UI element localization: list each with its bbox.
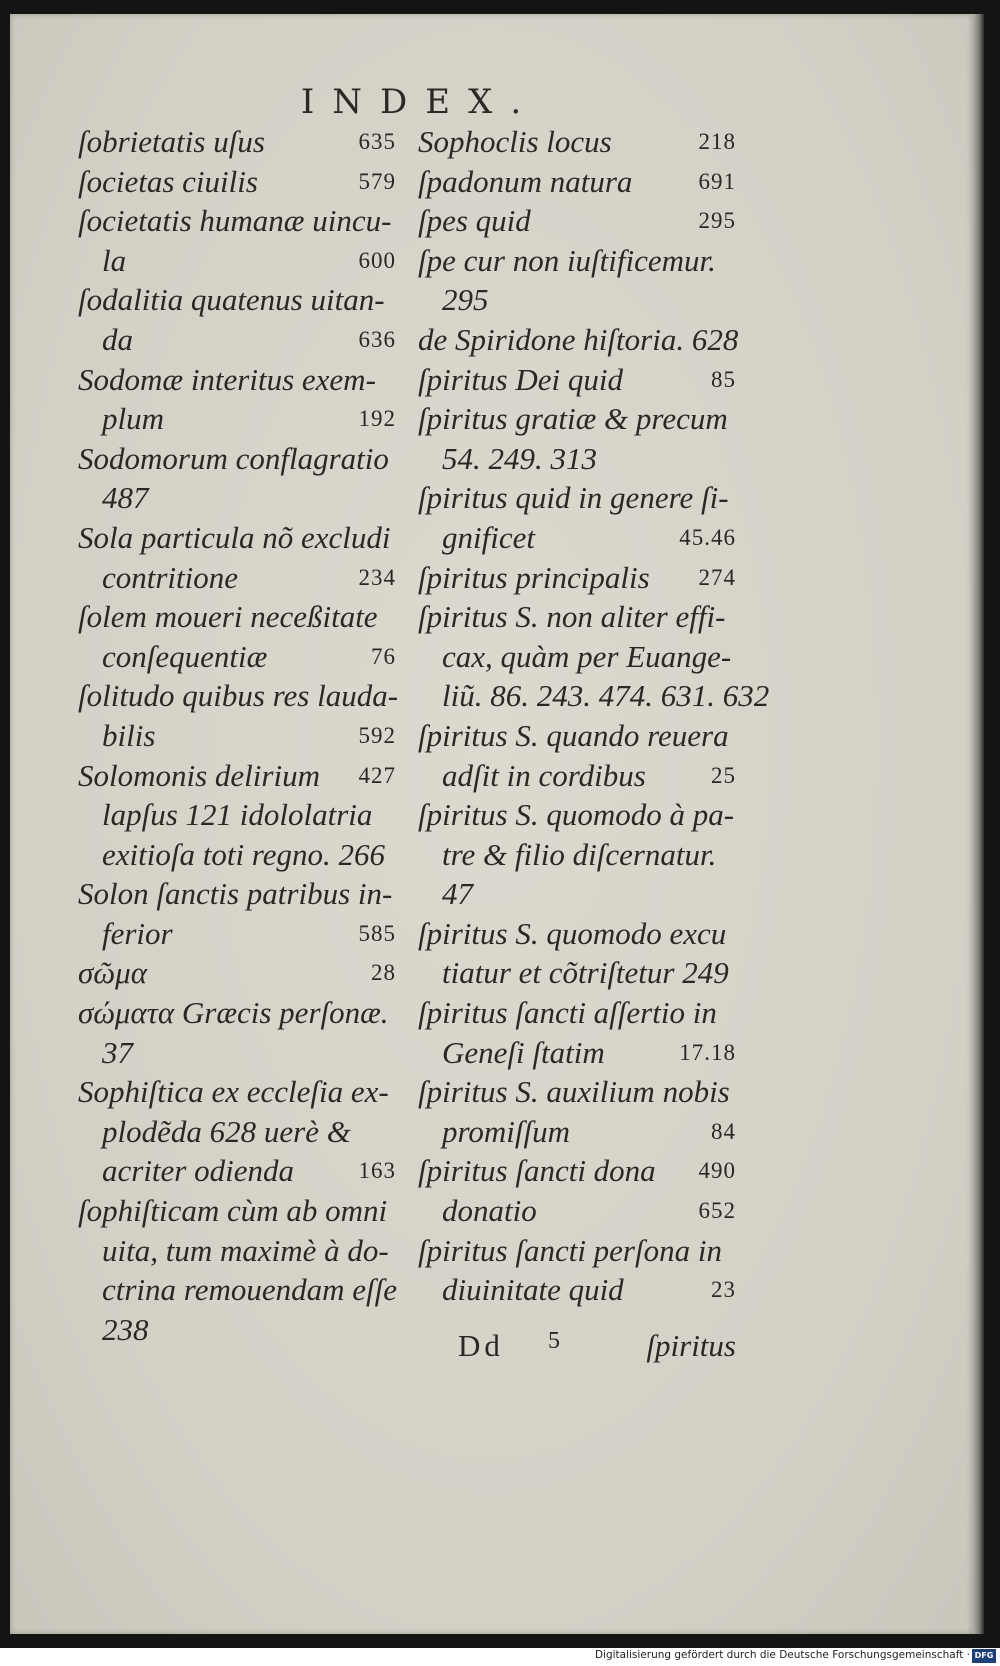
entry-page-number: 600 xyxy=(358,247,396,273)
entry-text: exitioſa toti regno. 266 xyxy=(102,836,385,872)
entry-text: conſequentiæ xyxy=(102,638,268,674)
entry-text: diuinitate quid xyxy=(442,1272,624,1308)
entry-page-number: 85 xyxy=(711,366,736,392)
index-entry-line xyxy=(78,637,396,677)
catchline xyxy=(458,1328,736,1368)
entry-text: ſpiritus S. quomodo à pa- xyxy=(418,797,735,833)
index-entry-line xyxy=(418,518,736,558)
index-entry-line xyxy=(78,518,396,558)
entry-page-number: 490 xyxy=(698,1158,736,1184)
entry-text: 37 xyxy=(102,1034,133,1070)
entry-text: ctrina remouendam eſſe xyxy=(102,1272,397,1308)
entry-page-number: 592 xyxy=(358,722,396,748)
index-entry-line xyxy=(418,835,736,875)
entry-text: Sophiſtica ex eccleſia ex- xyxy=(78,1074,389,1110)
entry-text: ſpes quid xyxy=(418,203,531,239)
index-entry-line xyxy=(78,241,396,281)
footer-bar xyxy=(0,1648,1000,1666)
entry-text: Geneſi ſtatim xyxy=(442,1034,605,1070)
entry-text: Sophoclis locus xyxy=(418,124,612,159)
index-entry-line xyxy=(78,1033,396,1073)
entry-text: gnificet xyxy=(442,519,535,555)
entry-text: donatio xyxy=(442,1193,537,1229)
index-entry-line xyxy=(78,1231,396,1271)
entry-text: plum xyxy=(102,401,164,437)
entry-text: uita, tum maximè à do- xyxy=(102,1232,389,1268)
entry-page-number: 585 xyxy=(358,920,396,946)
entry-page-number: 23 xyxy=(711,1277,736,1303)
index-entry-line xyxy=(78,1151,396,1191)
entry-text: Sodomorum conflagratio xyxy=(78,440,389,476)
entry-page-number: 691 xyxy=(698,168,736,194)
entry-page-number: 25 xyxy=(711,762,736,788)
index-entry-line xyxy=(418,756,736,796)
entry-text: plodẽda 628 uerè & xyxy=(102,1113,351,1149)
entry-text: ſobrietatis uſus xyxy=(78,124,265,159)
index-entry-line xyxy=(418,993,736,1033)
page-edge xyxy=(972,14,984,1634)
entry-text: tre & filio diſcernatur. xyxy=(442,836,717,872)
index-entry-line xyxy=(78,1270,396,1310)
entry-page-number: 218 xyxy=(698,129,736,154)
index-entry-line xyxy=(418,1112,736,1152)
entry-page-number: 274 xyxy=(698,564,736,590)
entry-page-number: 635 xyxy=(358,129,396,154)
entry-page-number: 76 xyxy=(371,643,396,669)
index-entry-line xyxy=(78,478,396,518)
index-entry-line xyxy=(418,1191,736,1231)
entry-text: ſolitudo quibus res lauda- xyxy=(78,678,399,714)
entry-page-number: 17.18 xyxy=(679,1039,736,1065)
index-entry-line xyxy=(78,953,396,993)
index-entry-line xyxy=(78,716,396,756)
index-entry-line xyxy=(418,360,736,400)
entry-text: Sodomæ interitus exem- xyxy=(78,361,376,397)
entry-text: 487 xyxy=(102,480,149,516)
index-entry-line xyxy=(418,1270,736,1310)
entry-text: ſpiritus quid in genere ſi- xyxy=(418,480,729,516)
index-entry-line xyxy=(418,1151,736,1191)
index-entry-line xyxy=(418,914,736,954)
entry-text: 54. 249. 313 xyxy=(442,440,597,476)
index-entry-line xyxy=(418,478,736,518)
index-entry-line xyxy=(418,637,736,677)
index-entry-line xyxy=(418,874,736,914)
signature-mark: Dd xyxy=(458,1328,504,1363)
entry-text: ſolem moueri neceßitate xyxy=(78,599,378,635)
index-entry-line xyxy=(418,201,736,241)
index-entry-line xyxy=(418,320,739,360)
entry-text: Sola particula nõ excludi xyxy=(78,519,391,555)
index-entry-line xyxy=(418,122,736,162)
index-entry-line xyxy=(418,280,736,320)
entry-text: 295 xyxy=(442,282,489,318)
entry-text: ſpiritus S. quomodo excu xyxy=(418,915,727,951)
index-entry-line xyxy=(78,676,399,716)
entry-text: ſodalitia quatenus uitan- xyxy=(78,282,385,318)
page-header: INDEX. xyxy=(300,82,540,122)
entry-text: lapſus 121 idololatria xyxy=(102,797,373,833)
index-entry-line xyxy=(78,835,396,875)
index-entry-line xyxy=(78,439,396,479)
index-entry-line xyxy=(418,1033,736,1073)
entry-page-number: 295 xyxy=(698,208,736,234)
index-entry-line xyxy=(78,162,396,202)
entry-text: 238 xyxy=(102,1311,149,1347)
entry-text: contritione xyxy=(102,559,239,595)
entry-text: ferior xyxy=(102,915,173,951)
entry-page-number: 579 xyxy=(358,168,396,194)
entry-text: 47 xyxy=(442,876,473,912)
entry-text: adſit in cordibus xyxy=(442,757,646,793)
index-entry-line xyxy=(78,1191,396,1231)
index-entry-line xyxy=(78,122,396,162)
catchword: ſpiritus xyxy=(646,1328,736,1363)
signature-number: 5 xyxy=(548,1328,560,1354)
index-entry-line xyxy=(78,280,396,320)
entry-text: ſpadonum natura xyxy=(418,163,633,199)
entry-text: σώματα Græcis perſonæ. xyxy=(78,995,389,1031)
dfg-logo: DFG xyxy=(972,1649,996,1663)
entry-page-number: 192 xyxy=(358,406,396,432)
index-entry-line xyxy=(78,360,396,400)
index-entry-line xyxy=(78,1072,396,1112)
entry-text: ſpiritus ſancti dona xyxy=(418,1153,656,1189)
entry-page-number: 28 xyxy=(371,960,396,986)
index-entry-line xyxy=(418,241,736,281)
entry-text: bilis xyxy=(102,717,156,753)
index-entry-line xyxy=(78,558,396,598)
index-entry-line xyxy=(78,795,396,835)
index-entry-line xyxy=(78,993,396,1033)
index-entry-line xyxy=(78,597,396,637)
entry-text: ſocietas ciuilis xyxy=(78,163,258,199)
entry-page-number: 45.46 xyxy=(679,524,736,550)
index-entry-line xyxy=(418,439,736,479)
entry-text: ſpiritus ſancti aſſertio in xyxy=(418,995,717,1031)
entry-page-number: 636 xyxy=(358,326,396,352)
entry-text: ſpiritus principalis xyxy=(418,559,650,595)
index-column-right xyxy=(418,122,770,1310)
entry-text: ſpiritus S. auxilium nobis xyxy=(418,1074,730,1110)
entry-page-number: 427 xyxy=(358,762,396,788)
index-entry-line xyxy=(78,756,396,796)
index-entry-line xyxy=(78,399,396,439)
entry-text: da xyxy=(102,321,133,357)
entry-text: ſpiritus S. non aliter effi- xyxy=(418,599,726,635)
index-entry-line xyxy=(418,716,736,756)
entry-text: ſpiritus gratiæ & precum xyxy=(418,401,728,437)
entry-text: ſpiritus Dei quid xyxy=(418,361,623,397)
index-entry-line xyxy=(418,162,736,202)
index-entry-line xyxy=(418,1072,736,1112)
entry-text: Solon ſanctis patribus in- xyxy=(78,876,393,912)
entry-page-number: 84 xyxy=(711,1118,736,1144)
entry-text: ſpiritus ſancti perſona in xyxy=(418,1232,722,1268)
index-column-left xyxy=(78,122,399,1349)
entry-text: tiatur et cõtriſtetur 249 xyxy=(442,955,729,991)
index-entry-line xyxy=(418,795,736,835)
index-entry-line xyxy=(78,874,396,914)
index-entry-line xyxy=(78,914,396,954)
index-entry-line xyxy=(418,558,736,598)
index-entry-line xyxy=(418,953,736,993)
index-entry-line xyxy=(78,1112,396,1152)
entry-text: cax, quàm per Euange- xyxy=(442,638,732,674)
index-entry-line xyxy=(418,597,736,637)
entry-text: acriter odienda xyxy=(102,1153,294,1189)
entry-text: liũ. 86. 243. 474. 631. 632 xyxy=(442,678,770,714)
entry-text: de Spiridone hiſtoria. 628 xyxy=(418,321,739,357)
entry-text: σῶμα xyxy=(78,955,148,991)
entry-text: ſophiſticam cùm ab omni xyxy=(78,1193,388,1229)
index-entry-line xyxy=(418,676,770,716)
entry-page-number: 652 xyxy=(698,1198,736,1224)
entry-text: la xyxy=(102,242,127,278)
index-entry-line xyxy=(78,1310,396,1350)
index-entry-line xyxy=(418,1231,736,1271)
entry-page-number: 163 xyxy=(358,1158,396,1184)
footer-credit: Digitalisierung gefördert durch die Deutsche Forschungsgemeinschaft · xyxy=(594,1649,970,1661)
entry-text: Solomonis delirium xyxy=(78,757,320,793)
entry-text: promiſſum xyxy=(442,1113,571,1149)
entry-text: ſpiritus S. quando reuera xyxy=(418,717,729,753)
index-entry-line xyxy=(78,201,396,241)
index-entry-line xyxy=(418,399,736,439)
entry-text: ſpe cur non iuſtificemur. xyxy=(418,242,716,278)
entry-page-number: 234 xyxy=(358,564,396,590)
entry-text: ſocietatis humanæ uincu- xyxy=(78,203,392,239)
index-entry-line xyxy=(78,320,396,360)
